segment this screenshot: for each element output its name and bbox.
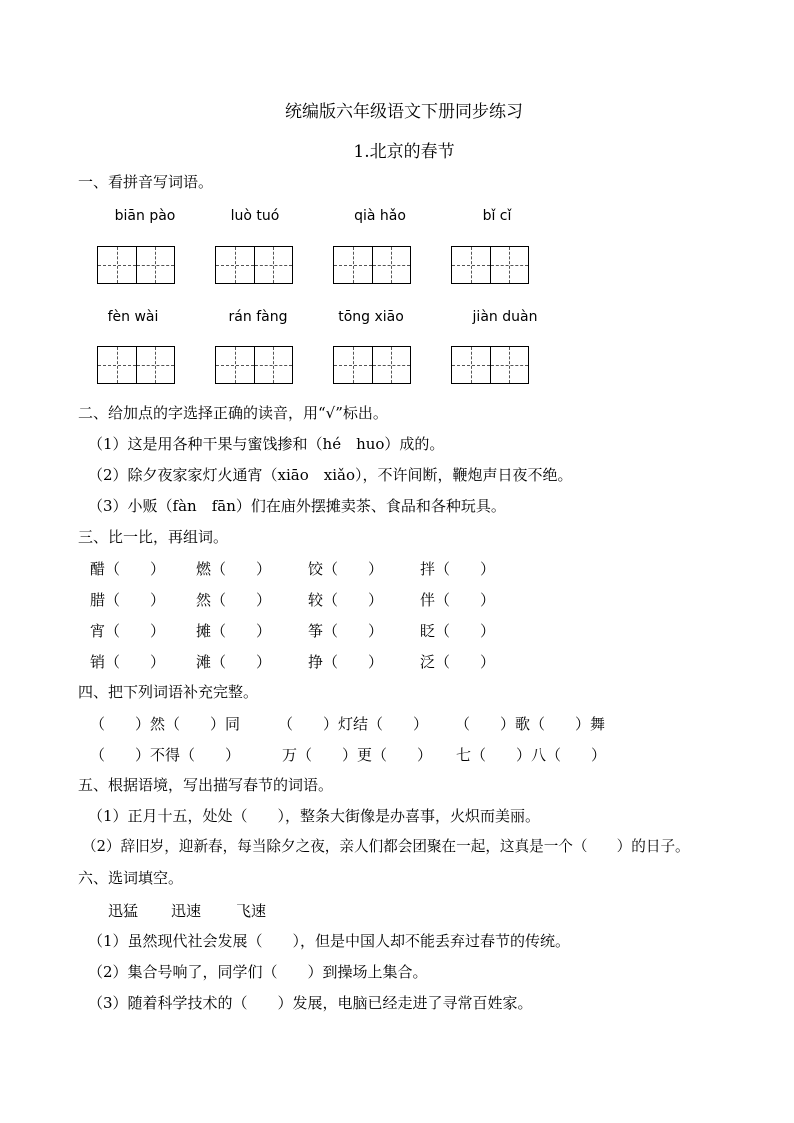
compare-item: 摊（ ） <box>196 622 272 640</box>
question-item: （2）除夕夜家家灯火通宵（xiāo xiǎo），不许间断，鞭炮声日夜不绝。 <box>88 466 573 484</box>
writing-grid[interactable] <box>451 346 529 384</box>
compare-item: 伴（ ） <box>420 591 496 609</box>
pinyin-label: jiàn duàn <box>472 309 538 325</box>
section5-heading: 五、根据语境，写出描写春节的词语。 <box>78 776 334 794</box>
compare-item: 醋（ ） <box>90 560 166 578</box>
pinyin-label: biān pào <box>114 208 176 224</box>
lesson-title: 1.北京的春节 <box>353 142 455 162</box>
section6-heading: 六、选词填空。 <box>78 869 184 887</box>
idiom-item: （ ）歌（ ）舞 <box>455 715 606 733</box>
question-item: （3）小贩（fàn fān）们在庙外摆摊卖茶、食品和各种玩具。 <box>88 497 506 515</box>
compare-item: 滩（ ） <box>196 653 272 671</box>
writing-grid[interactable] <box>333 246 411 284</box>
pinyin-label: rán fàng <box>228 309 288 325</box>
writing-grid[interactable] <box>451 246 529 284</box>
section3-heading: 三、比一比，再组词。 <box>78 528 229 546</box>
section2-heading: 二、给加点的字选择正确的读音，用“√”标出。 <box>78 404 388 422</box>
compare-item: 销（ ） <box>90 653 166 671</box>
section1-heading: 一、看拼音写词语。 <box>78 173 214 191</box>
idiom-item: （ ）灯结（ ） <box>278 715 429 733</box>
question-item: （1）这是用各种干果与蜜饯掺和（hé huo）成的。 <box>88 435 445 453</box>
pinyin-label: tōng xiāo <box>338 309 404 325</box>
idiom-item: （ ）不得（ ） <box>90 746 241 764</box>
word-choice: 迅速 <box>171 902 202 920</box>
compare-item: 较（ ） <box>308 591 384 609</box>
question-item: （3）随着科学技术的（ ）发展，电脑已经走进了寻常百姓家。 <box>88 994 533 1012</box>
pinyin-label: qià hǎo <box>354 208 406 224</box>
compare-item: 饺（ ） <box>308 560 384 578</box>
writing-grid[interactable] <box>333 346 411 384</box>
idiom-item: 万（ ）更（ ） <box>282 746 433 764</box>
idiom-item: 七（ ）八（ ） <box>456 746 607 764</box>
compare-item: 燃（ ） <box>196 560 272 578</box>
writing-grid[interactable] <box>215 246 293 284</box>
pinyin-label: luò tuó <box>230 208 280 224</box>
page-title: 统编版六年级语文下册同步练习 <box>285 102 523 122</box>
pinyin-label: bǐ cǐ <box>482 208 512 224</box>
compare-item: 腊（ ） <box>90 591 166 609</box>
compare-item: 眨（ ） <box>420 622 496 640</box>
compare-item: 拌（ ） <box>420 560 496 578</box>
question-item: （1）虽然现代社会发展（ ），但是中国人却不能丢弃过春节的传统。 <box>88 932 571 950</box>
compare-item: 然（ ） <box>196 591 272 609</box>
pinyin-label: fèn wài <box>107 309 159 325</box>
question-item: （2）辞旧岁，迎新春，每当除夕之夜，亲人们都会团聚在一起，这真是一个（ ）的日子。 <box>82 838 690 855</box>
writing-grid[interactable] <box>97 346 175 384</box>
compare-item: 宵（ ） <box>90 622 166 640</box>
compare-item: 筝（ ） <box>308 622 384 640</box>
writing-grid[interactable] <box>215 346 293 384</box>
compare-item: 挣（ ） <box>308 653 384 671</box>
question-item: （2）集合号响了，同学们（ ）到操场上集合。 <box>88 963 428 981</box>
word-choice: 迅猛 <box>108 902 139 920</box>
idiom-item: （ ）然（ ）同 <box>90 715 241 733</box>
question-item: （1）正月十五，处处（ ），整条大街像是办喜事，火炽而美丽。 <box>88 807 541 825</box>
writing-grid[interactable] <box>97 246 175 284</box>
word-choice: 飞速 <box>236 902 267 920</box>
compare-item: 泛（ ） <box>420 653 496 671</box>
section4-heading: 四、把下列词语补充完整。 <box>78 683 259 701</box>
